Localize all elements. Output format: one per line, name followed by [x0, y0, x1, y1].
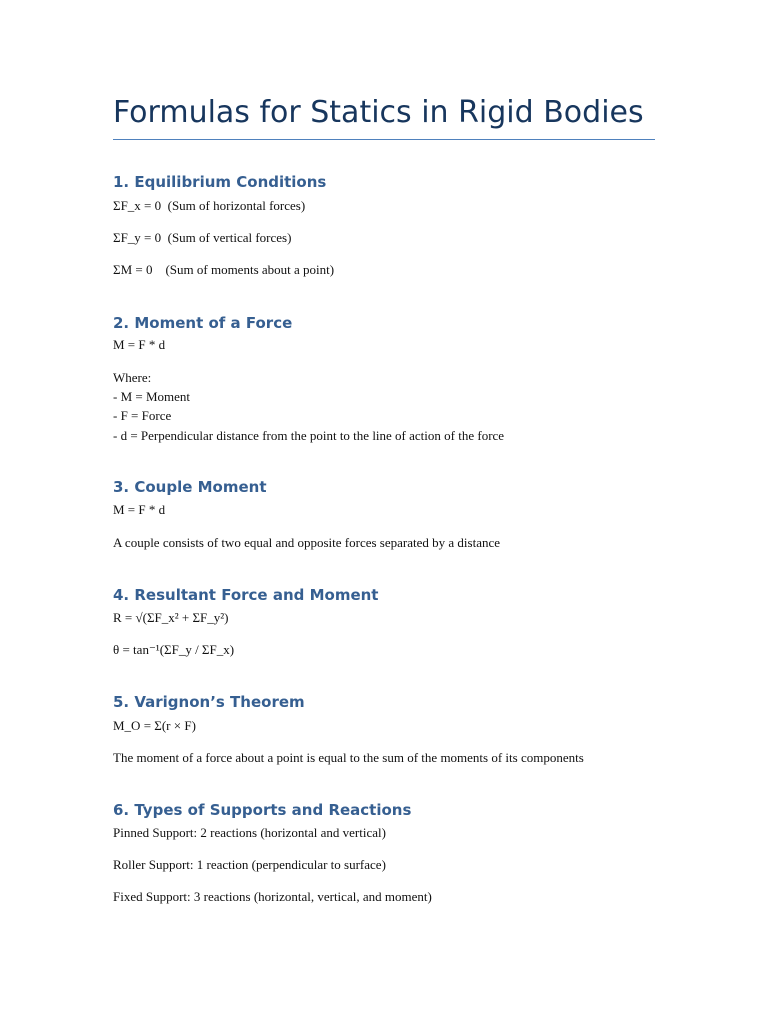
text-line: A couple consists of two equal and opposite forces separated by a distance [113, 535, 500, 550]
section-equilibrium-conditions [113, 170, 658, 277]
section-moment-of-a-force [113, 311, 658, 443]
formula-line: M = F * d [113, 502, 166, 517]
definition-line: - M = Moment [113, 389, 191, 404]
list-item: Fixed Support: 3 reactions (horizontal, vertical, and moment) [113, 889, 432, 904]
section-couple-moment [113, 475, 658, 550]
formula-line: ΣF_y = 0 (Sum of vertical forces) [113, 230, 292, 245]
formula-line: ΣF_x = 0 (Sum of horizontal forces) [113, 198, 306, 213]
formula-line: R = √(ΣF_x² + ΣF_y²) [113, 610, 229, 625]
formula-line: M = F * d [113, 337, 166, 352]
page-title: Formulas for Statics in Rigid Bodies [113, 95, 644, 130]
list-item: Roller Support: 1 reaction (perpendicular to surface) [113, 857, 386, 872]
list-item: Pinned Support: 2 reactions (horizontal and vertical) [113, 825, 386, 840]
section-varignons-theorem [113, 690, 658, 765]
section-resultant-force-and-moment [113, 583, 658, 657]
formula-line: ΣM = 0 (Sum of moments about a point) [113, 262, 335, 277]
section-heading: 3. Couple Moment [113, 478, 267, 496]
section-heading: 2. Moment of a Force [113, 314, 293, 332]
definition-line: - F = Force [113, 408, 172, 423]
text-line: The moment of a force about a point is equal to the sum of the moments of its components [113, 750, 584, 765]
formula-line: θ = tan⁻¹(ΣF_y / ΣF_x) [113, 642, 235, 657]
formula-line: M_O = Σ(r × F) [113, 718, 196, 733]
section-heading: 1. Equilibrium Conditions [113, 173, 327, 191]
definition-line: - d = Perpendicular distance from the point to the line of action of the force [113, 428, 505, 443]
title-divider [113, 139, 655, 140]
section-heading: 5. Varignon’s Theorem [113, 693, 305, 711]
section-types-of-supports [113, 798, 658, 904]
text-line: Where: [113, 370, 152, 385]
section-heading: 6. Types of Supports and Reactions [113, 801, 412, 819]
section-heading: 4. Resultant Force and Moment [113, 586, 379, 604]
